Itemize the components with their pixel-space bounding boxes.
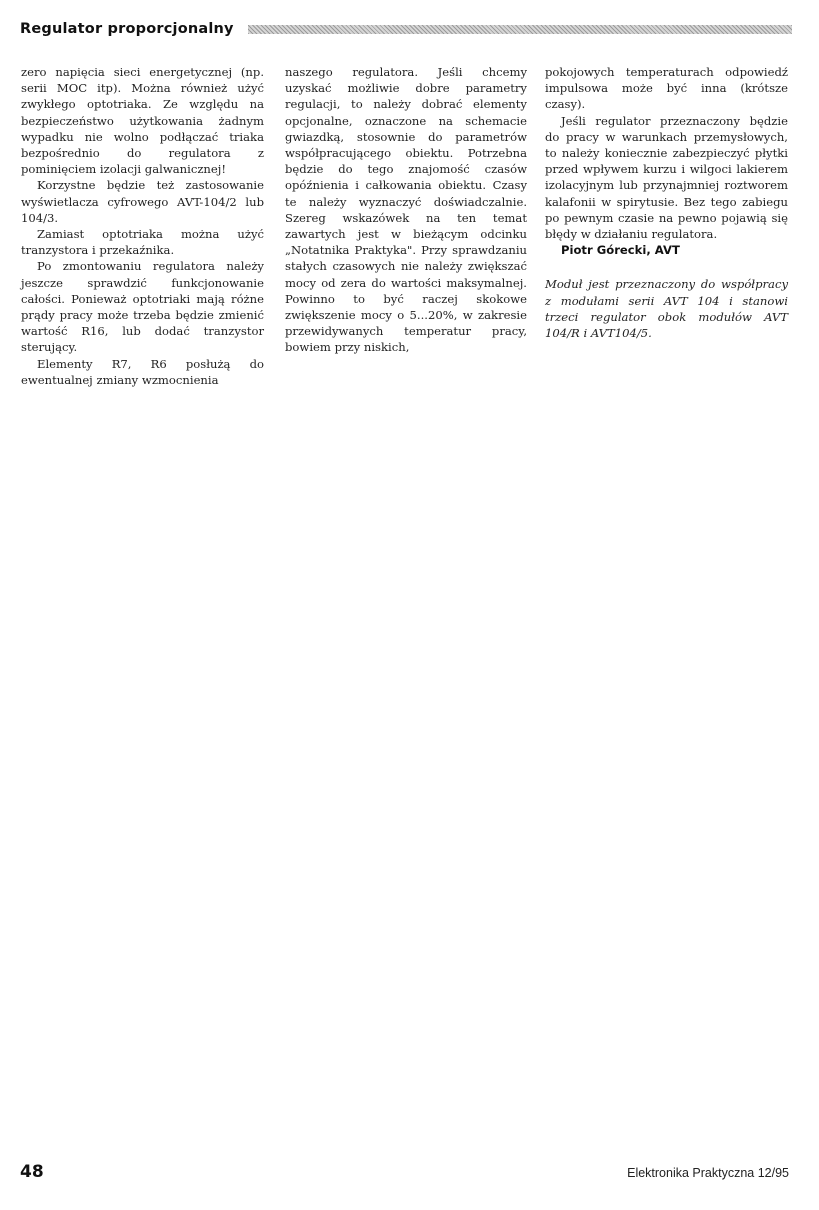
running-header: [20, 18, 792, 40]
paragraph: zero napięcia sieci energetycznej (np. serii MOC itp). Można również użyć zwykłego optotriaka. Ze względu na bezpieczeństwo użytkowania żadnym wypadku nie wolno podłączać triaka bezpośrednio do regulatora z pominięciem izolacji galwanicznej!: [21, 65, 264, 177]
paragraph: Korzystne będzie też zastosowanie wyświetlacza cyfrowego AVT-104/2 lub 104/3.: [21, 178, 264, 225]
module-note: Moduł jest przeznaczony do współpracy z modułami serii AVT 104 i stanowi trzeci regulator obok modułów AVT 104/R i AVT104/5.: [545, 277, 788, 341]
paragraph: Po zmontowaniu regulatora należy jeszcze sprawdzić funkcjonowanie całości. Ponieważ optotriaki mają różne prądy pracy może trzeba będzie zmienić wartość R16, lub dodać tranzystor sterujący.: [21, 259, 264, 355]
paragraph: Jeśli regulator przeznaczony będzie do pracy w warunkach przemysłowych, to należy koniecznie zabezpieczyć płytki przed wpływem kurzu i wilgoci lakierem izolacyjnym lub przynajmniej roztworem kalafonii w spirytusie. Bez tego zabiegu po pewnym czasie na pewno pojawią się błędy w działaniu regulatora.: [545, 113, 788, 242]
header-rule: [248, 25, 792, 34]
paragraph: Zamiast optotriaka można użyć tranzystora i przekaźnika.: [21, 227, 264, 258]
text-column-2: [285, 64, 527, 356]
page-number: 48: [20, 1162, 44, 1182]
section-title: Regulator proporcjonalny: [20, 21, 234, 37]
text-column-3: [545, 64, 788, 341]
paragraph: Elementy R7, R6 posłużą do ewentualnej zmiany wzmocnienia: [21, 356, 264, 387]
text-column-1: [21, 64, 264, 388]
paragraph: pokojowych temperaturach odpowiedź impulsowa może być inna (krótsze czasy).: [545, 65, 788, 112]
author-byline: Piotr Górecki, AVT: [561, 243, 680, 258]
journal-footer: Elektronika Praktyczna 12/95: [627, 1166, 789, 1180]
paragraph: naszego regulatora. Jeśli chcemy uzyskać możliwie dobre parametry regulacji, to należy dobrać elementy opcjonalne, oznaczone na schemacie gwiazdką, stosownie do parametrów współpracującego obiektu. Potrzebna będzie do tego znajomość czasów opóźnienia i całkowania obiektu. Czasy te należy wyznaczyć doświadczalnie. Szereg wskazówek na ten temat zawartych jest w bieżącym odcinku „Notatnika Praktyka". Przy sprawdzaniu stałych czasowych nie należy zwiększać mocy od zera do wartości maksymalnej. Powinno to być raczej skokowe zwiększenie mocy o 5...20%, w zakresie przewidywanych temperatur pracy, bowiem przy niskich,: [285, 65, 527, 355]
